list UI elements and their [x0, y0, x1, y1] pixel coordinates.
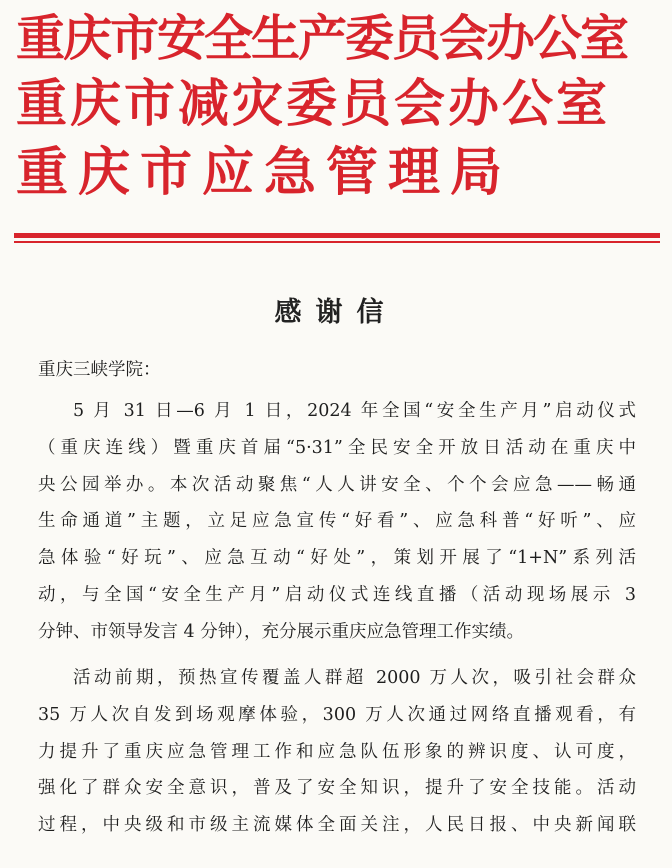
paragraph-line: 生命通道”主题，立足应急宣传“好看”、应急科普“好听”、应	[38, 511, 636, 532]
paragraph-line: 分钟、市领导发言 4 分钟），充分展示重庆应急管理工作实绩。	[38, 621, 525, 642]
paragraph-line: 强化了群众安全意识，普及了安全知识，提升了安全技能。活动	[38, 778, 636, 799]
org-name-emergency-bureau: 重庆市应急管理局	[16, 143, 513, 203]
org-name-disaster-committee: 重庆市减灾委员会办公室	[16, 75, 611, 134]
salutation: 重庆三峡学院：	[38, 360, 161, 380]
paragraph-2	[38, 660, 636, 844]
paragraph-line: 急体验“好玩”、应急互动“好处”，策划开展了“1+N”系列活	[38, 548, 636, 569]
paragraph-line: 35 万人次自发到场观摩体验，300 万人次通过网络直播观看，有	[38, 704, 636, 725]
red-rule-thick	[14, 233, 660, 238]
paragraph-line: 动，与全国“安全生产月”启动仪式连线直播（活动现场展示 3	[38, 584, 636, 605]
paragraph-line: 5 月 31 日—6 月 1 日，2024 年全国“安全生产月”启动仪式	[73, 401, 636, 421]
paragraph-line: 过程，中央级和市级主流媒体全面关注，人民日报、中央新闻联	[38, 815, 636, 836]
letter-title: 感谢信	[274, 297, 398, 328]
paragraph-1	[38, 393, 636, 651]
paragraph-line: 央公园举办。本次活动聚焦“人人讲安全、个个会应急——畅通	[38, 474, 636, 495]
paragraph-line: 活动前期，预热宣传覆盖人群超 2000 万人次，吸引社会群众	[73, 668, 636, 688]
red-rule-thin	[14, 241, 660, 243]
paragraph-line: 力提升了重庆应急管理工作和应急队伍形象的辨识度、认可度，	[38, 741, 636, 762]
org-name-safety-committee: 重庆市安全生产委员会办公室	[16, 10, 628, 67]
paragraph-line: （重庆连线）暨重庆首届“5·31”全民安全开放日活动在重庆中	[38, 437, 636, 458]
